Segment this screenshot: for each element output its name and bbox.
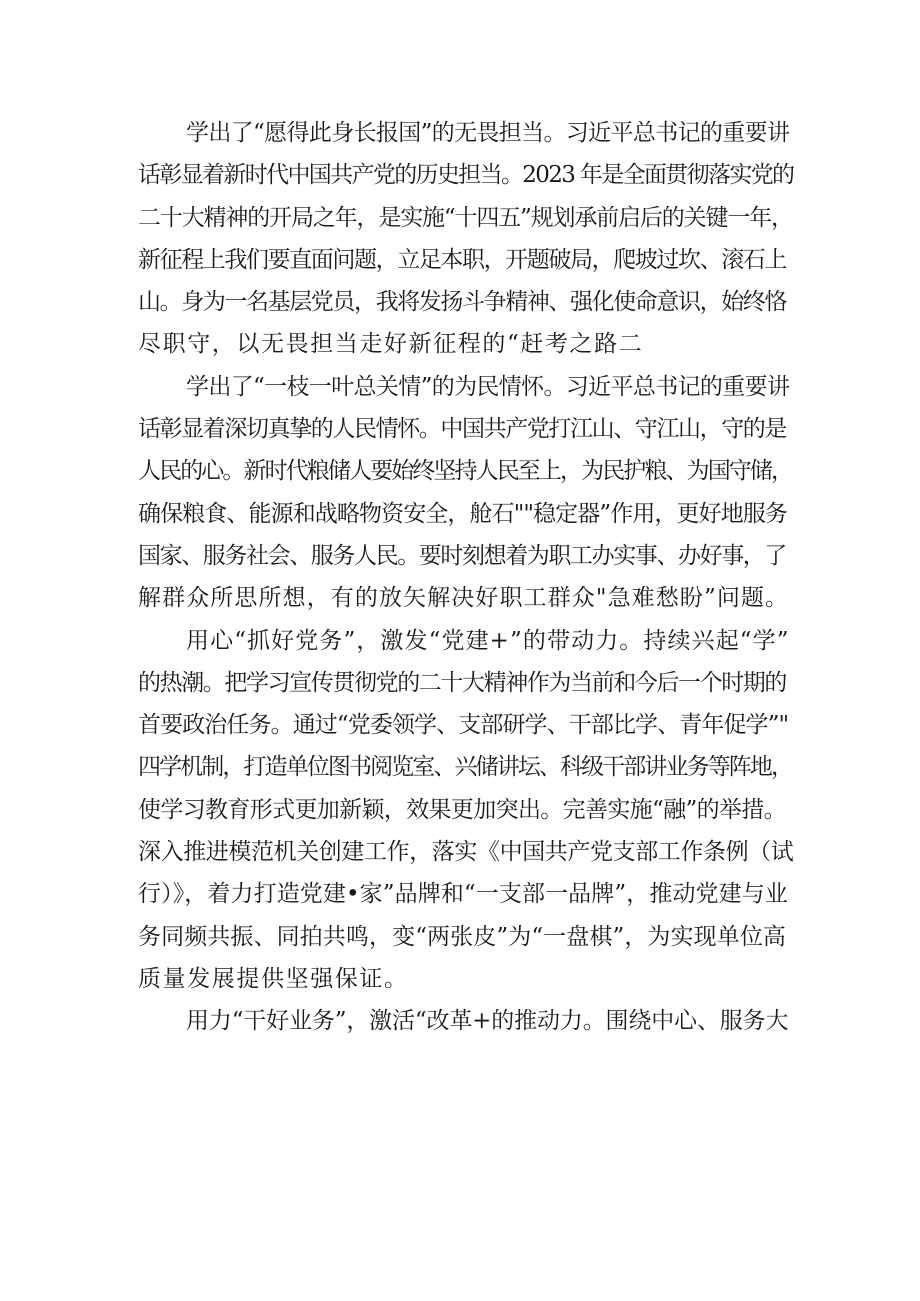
- paragraph-3: [138, 620, 793, 1001]
- text-line: 山。身为一名基层党员，我将发扬斗争精神、强化使命意识，始终恪: [138, 289, 787, 316]
- text-line: 首要政治任务。通过“党委领学、支部研学、干部比学、青年促学”": [138, 712, 789, 739]
- document-page: [138, 112, 793, 1043]
- text-line: 使学习教育形式更加新颖，效果更加突出。完善实施“融”的举措。: [138, 796, 787, 823]
- text-line: 话彰显着深切真挚的人民情怀。中国共产党打江山、守江山，守的是: [138, 416, 787, 443]
- text-line: 解群众所思所想，有的放矢解决好职工群众"急难愁盼”问题。: [138, 585, 790, 612]
- text-line: 深入推进模范机关创建工作，落实《中国共产党支部工作条例（试: [138, 839, 794, 866]
- text-line: 的热潮。把学习宣传贯彻党的二十大精神作为当前和今后一个时期的: [138, 669, 787, 696]
- text-line: 新征程上我们要直面问题，立足本职，开题破局，爬坡过坎、滚石上: [138, 246, 787, 273]
- text-line: 国家、服务社会、服务人民。要时刻想着为职工办实事、办好事，了: [138, 542, 787, 569]
- text-line: 二十大精神的开局之年，是实施“十四五”规划承前启后的关键一年，: [138, 204, 793, 231]
- paragraph-1: [138, 112, 793, 366]
- text-line: 尽职守，以无畏担当走好新征程的“赶考之路二: [138, 331, 644, 358]
- text-line: 用力“干好业务”，激活“改革+的推动力。围绕中心、服务大: [186, 1008, 789, 1035]
- text-line: 学出了“愿得此身长报国”的无畏担当。习近平总书记的重要讲: [186, 120, 790, 146]
- text-line: 行）》，着力打造党建•家”品牌和“一支部一品牌”，推动党建与业: [138, 881, 788, 908]
- text-line: 务同频共振、同拍共鸣，变“两张皮”为“一盘棋”，为实现单位高: [138, 923, 787, 950]
- paragraph-4: [138, 1000, 793, 1042]
- text-line: 质量发展提供坚强保证。: [138, 965, 409, 992]
- text-line: 确保粮食、能源和战略物资安全，舱石""稳定器”作用，更好地服务: [138, 500, 788, 527]
- paragraph-2: [138, 366, 793, 620]
- text-line: 四学机制，打造单位图书阅览室、兴储讲坛、科级干部讲业务等阵地，: [138, 754, 793, 781]
- text-line: 人民的心。新时代粮储人要始终坚持人民至上，为民护粮、为国守储，: [138, 458, 793, 485]
- text-line: 学出了“一枝一叶总关情”的为民情怀。习近平总书记的重要讲: [186, 373, 790, 400]
- text-line: 话彰显着新时代中国共产党的历史担当。2023 年是全面贯彻落实党的: [138, 162, 794, 189]
- text-line: 用心“抓好党务”，激发“党建+”的带动力。持续兴起“学”: [186, 627, 790, 654]
